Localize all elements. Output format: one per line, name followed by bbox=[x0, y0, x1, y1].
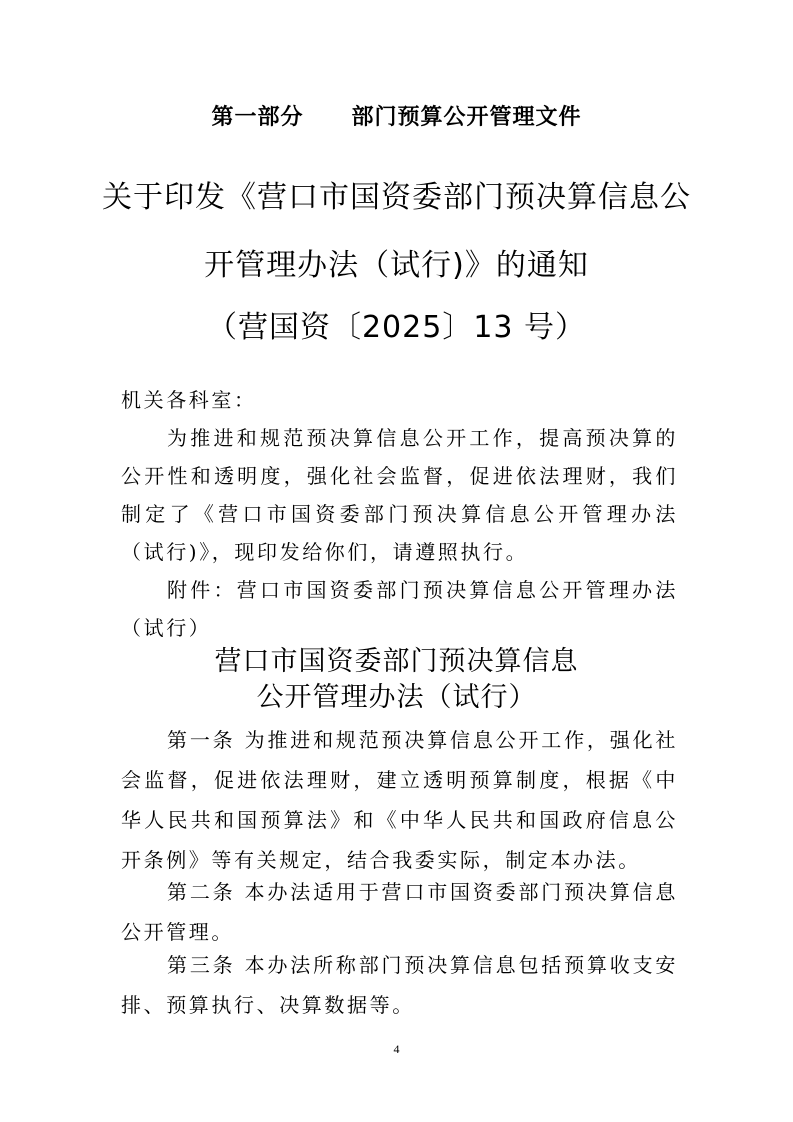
notice-body bbox=[121, 419, 678, 571]
attachment-note bbox=[121, 571, 678, 647]
notice-title-line-1: 关于印发《营口市国资委部门预决算信息公 bbox=[102, 180, 691, 215]
article-block bbox=[121, 872, 678, 952]
article-block bbox=[121, 945, 678, 1025]
part-heading bbox=[0, 98, 793, 138]
article-block bbox=[121, 720, 678, 880]
addressee bbox=[121, 381, 678, 419]
document-number: （营国资〔2025〕13 号） bbox=[206, 310, 587, 345]
addressee-text: 机关各科室： bbox=[121, 388, 257, 412]
page-number: 4 bbox=[393, 1042, 400, 1056]
article-1: 第一条 为推进和规范预决算信息公开工作，强化社会监督，促进依法理财，建立透明预算制度，根据《中华人民共和国预算法》和《中华人民共和国政府信息公开条例》等有关规定，结合我委实际，制定本办法。 bbox=[121, 728, 678, 872]
attachment-line: 附件：营口市国资委部门预决算信息公开管理办法（试行） bbox=[121, 578, 678, 640]
article-2: 第二条 本办法适用于营口市国资委部门预决算信息公开管理。 bbox=[121, 880, 678, 944]
part-label: 第一部分 bbox=[211, 105, 304, 130]
notice-paragraph: 为推进和规范预决算信息公开工作，提高预决算的公开性和透明度，强化社会监督，促进依法理财，我们制定了《营口市国资委部门预决算信息公开管理办法（试行)》，现印发给你们，请遵照执行。 bbox=[121, 426, 678, 564]
notice-title-line-2: 开管理办法（试行)》的通知 bbox=[204, 248, 589, 283]
annex-title-line-2: 公开管理办法（试行） bbox=[256, 682, 537, 713]
article-3: 第三条 本办法所称部门预决算信息包括预算收支安排、预算执行、决算数据等。 bbox=[121, 953, 678, 1017]
part-name: 部门预算公开管理文件 bbox=[351, 105, 582, 130]
annex-title-line-1: 营口市国资委部门预决算信息 bbox=[214, 646, 579, 677]
